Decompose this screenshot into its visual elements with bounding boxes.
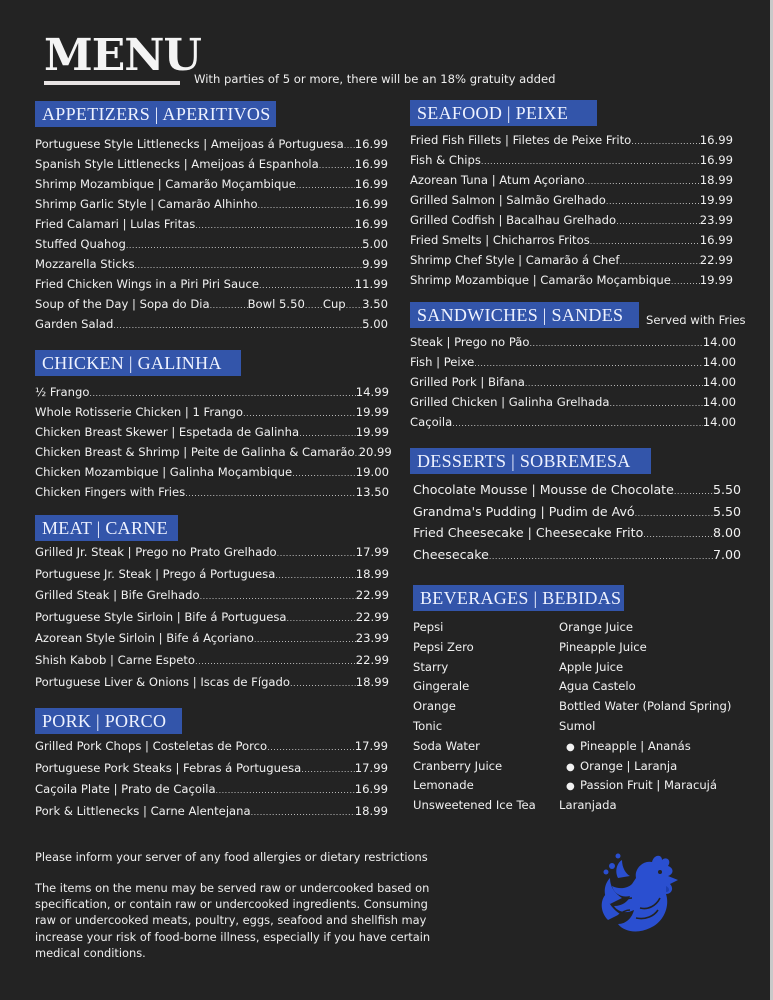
menu-item-name: Chocolate Mousse | Mousse de Chocolate — [413, 482, 674, 497]
menu-item-price: 16.99 — [354, 177, 388, 191]
leader-dots — [210, 301, 248, 310]
menu-item-price: 5.00 — [362, 317, 388, 331]
beverage-subitem: ● Orange | Laranja — [566, 758, 678, 773]
menu-item — [413, 547, 741, 569]
menu-item-name: Grilled Salmon | Salmão Grelhado — [410, 193, 606, 207]
leader-dots — [185, 489, 356, 498]
menu-item — [35, 217, 388, 237]
leader-dots — [299, 429, 356, 438]
menu-item-price: 23.99 — [355, 631, 389, 646]
section-heading-seafood: SEAFOOD | PEIXE — [410, 100, 597, 126]
leader-dots — [635, 509, 713, 518]
leader-dots — [481, 157, 700, 166]
beverage-item: Pineapple Juice — [559, 639, 647, 654]
menu-item-name: Garden Salad — [35, 317, 114, 331]
menu-item — [410, 233, 733, 253]
menu-item-price: 5.50 — [712, 503, 741, 519]
menu-item — [410, 415, 736, 435]
menu-item-name: Chicken Breast Skewer | Espetada de Galinha — [35, 425, 300, 439]
menu-item-name: Shish Kabob | Carne Espeto — [35, 652, 196, 667]
menu-item — [35, 277, 388, 297]
menu-item — [413, 482, 741, 504]
leader-dots — [292, 469, 356, 478]
leader-dots — [301, 765, 355, 774]
beverage-item: Starry — [413, 659, 449, 674]
menu-item-price: 7.00 — [712, 546, 741, 562]
leader-dots — [216, 786, 355, 795]
menu-item-name: ½ Frango — [35, 385, 90, 399]
menu-item-name: Fried Fish Fillets | Filetes de Peixe Frito — [410, 133, 632, 147]
beverage-item: Pepsi — [413, 620, 444, 634]
leader-dots — [346, 301, 363, 310]
desserts-list — [413, 482, 741, 568]
menu-item-name: Grandma's Pudding | Pudim de Avó — [413, 503, 635, 519]
menu-item — [35, 405, 389, 425]
menu-item-name: Steak | Prego no Pão — [410, 335, 530, 349]
menu-item-name: Portuguese Pork Steaks | Febras á Portuguesa — [35, 760, 302, 775]
menu-item-name: Whole Rotisserie Chicken | 1 Frango — [35, 405, 244, 419]
menu-item-name: Caçoila Plate | Prato de Caçoila — [35, 782, 216, 797]
leader-dots — [267, 743, 355, 752]
menu-item-name: Shrimp Chef Style | Camarão á Chef — [410, 253, 620, 267]
menu-item-name: Grilled Chicken | Galinha Grelhada — [410, 395, 610, 409]
menu-item-price: 22.99 — [355, 588, 389, 603]
menu-item-name: Grilled Steak | Bife Grelhado — [35, 588, 200, 603]
menu-item-name: Shrimp Mozambique | Camarão Moçambique — [410, 273, 671, 287]
menu-item — [35, 804, 388, 826]
menu-item-price: 14.99 — [355, 385, 389, 399]
menu-item-name: Grilled Pork Chops | Costeletas de Porco — [35, 739, 268, 753]
menu-item-price: 16.99 — [354, 782, 388, 797]
menu-item-price: 3.50 — [362, 297, 388, 311]
leader-dots — [674, 487, 713, 496]
leader-dots — [243, 409, 356, 418]
beverages-column-2 — [559, 620, 731, 818]
menu-item-name: Grilled Jr. Steak | Prego no Prato Grelhado — [35, 545, 277, 559]
title-underline — [44, 81, 180, 85]
page-title: MENU — [44, 30, 201, 81]
menu-item — [410, 153, 733, 173]
menu-item-name: Portuguese Style Sirloin | Bife á Portuguesa — [35, 609, 287, 624]
menu-item — [35, 588, 389, 610]
leader-dots — [474, 359, 703, 368]
menu-item-price: 17.99 — [354, 760, 388, 775]
menu-item-price: 16.99 — [354, 157, 388, 171]
menu-item — [410, 193, 733, 213]
pork-list — [35, 739, 388, 825]
menu-item-price: 18.99 — [699, 173, 733, 187]
menu-item — [35, 610, 389, 632]
menu-item-name: Portuguese Liver & Onions | Iscas de Fígado — [35, 674, 290, 689]
leader-dots — [489, 552, 713, 561]
leader-dots — [619, 257, 699, 266]
menu-item-price: 18.99 — [354, 803, 388, 818]
menu-item-name: Fried Chicken Wings in a Piri Piri Sauce — [35, 277, 259, 291]
leader-dots — [609, 399, 702, 408]
beverage-item: Orange Juice — [559, 620, 634, 634]
menu-item — [35, 425, 389, 445]
leader-dots — [254, 635, 356, 644]
leader-dots — [590, 237, 700, 246]
menu-item-price: 16.99 — [354, 197, 388, 211]
appetizers-list — [35, 137, 388, 337]
menu-item-name: Fried Cheesecake | Cheesecake Frito — [413, 525, 644, 541]
beverage-item: Pepsi Zero — [413, 639, 474, 654]
bullet-icon: ● — [566, 781, 575, 793]
leader-dots — [585, 177, 700, 186]
menu-item-price: 18.99 — [355, 674, 389, 689]
menu-item-name: Fish | Peixe — [410, 355, 475, 369]
menu-item-price: 22.99 — [699, 253, 733, 267]
menu-item-cup-label: Cup — [322, 297, 346, 311]
section-heading-appetizers: APPETIZERS | APERITIVOS — [35, 101, 276, 127]
menu-item-price: 19.99 — [355, 425, 389, 439]
menu-item — [35, 237, 388, 257]
menu-item-price: 22.99 — [355, 609, 389, 624]
menu-item — [35, 739, 388, 761]
leader-dots — [195, 221, 354, 230]
leader-dots — [275, 571, 355, 580]
menu-item-price: 19.00 — [355, 465, 389, 479]
menu-item-price: 16.99 — [354, 217, 388, 231]
menu-item-price: 5.00 — [362, 237, 388, 251]
menu-item-price: 23.99 — [699, 213, 733, 227]
chicken-list — [35, 385, 392, 505]
gratuity-note: With parties of 5 or more, there will be an 18% gratuity added — [194, 72, 556, 86]
menu-item — [35, 545, 389, 567]
leader-dots — [452, 419, 703, 428]
leader-dots — [631, 137, 700, 146]
menu-item-name: Portuguese Style Littlenecks | Ameijoas á Portuguesa — [35, 137, 344, 151]
menu-item-name: Soup of the Day | Sopa do Dia — [35, 297, 210, 311]
menu-item-price: 17.99 — [355, 545, 389, 559]
menu-item-price: 13.50 — [355, 485, 389, 499]
menu-item — [410, 133, 733, 153]
menu-item-name: Spanish Style Littlenecks | Ameijoas á Espanhola — [35, 157, 319, 171]
leader-dots — [606, 197, 700, 206]
rooster-logo-icon — [596, 848, 686, 936]
leader-dots — [89, 389, 355, 398]
menu-item — [35, 653, 389, 675]
menu-item — [410, 395, 736, 415]
menu-item-bowl-price: Bowl 5.50 — [247, 297, 305, 311]
leader-dots — [616, 217, 700, 226]
menu-item — [410, 273, 733, 293]
menu-item — [35, 197, 388, 217]
sandwiches-list — [410, 335, 736, 435]
menu-item-name: Chicken Breast & Shrimp | Peite de Galinha & Camarão — [35, 445, 355, 459]
menu-item-name: Pork & Littlenecks | Carne Alentejana — [35, 803, 251, 818]
leader-dots — [259, 281, 355, 290]
menu-item-price: 22.99 — [355, 652, 389, 667]
leader-dots — [277, 549, 356, 558]
raw-food-warning: The items on the menu may be served raw or undercooked based on specification, or contain raw or undercooked ingredients. Consuming raw or undercooked meats, poultry, eggs, seafood and shellfish may increase your risk of food-borne illness, especially if you have certain medical conditions. — [35, 881, 431, 960]
beverage-item: Soda Water — [413, 738, 480, 753]
beverage-item: Apple Juice — [559, 659, 624, 674]
menu-item — [35, 567, 389, 589]
menu-item — [35, 137, 388, 157]
menu-item — [35, 631, 389, 653]
beverage-subitem: ● Pineapple | Ananás — [566, 738, 691, 753]
menu-item-name: Fried Smelts | Chicharros Fritos — [410, 233, 590, 247]
leader-dots — [290, 679, 356, 688]
leader-dots — [530, 339, 703, 348]
menu-item-price: 19.99 — [355, 405, 389, 419]
menu-item — [410, 213, 733, 233]
menu-item-price: 14.00 — [702, 375, 736, 389]
menu-item-name: Fried Calamari | Lulas Fritas — [35, 217, 196, 231]
beverage-item: Bottled Water (Poland Spring) — [559, 699, 732, 714]
leader-dots — [643, 530, 713, 539]
beverage-item: Lemonade — [413, 778, 474, 793]
menu-item — [35, 761, 388, 783]
menu-item-name: Portuguese Jr. Steak | Prego á Portuguesa — [35, 566, 276, 581]
menu-item-name: Shrimp Garlic Style | Camarão Alhinho — [35, 197, 258, 211]
section-heading-meat: MEAT | CARNE — [35, 515, 178, 541]
menu-item-price: 19.99 — [699, 193, 733, 207]
leader-dots — [344, 141, 355, 150]
menu-item-name: Grilled Pork | Bifana — [410, 375, 525, 389]
menu-item-price: 14.00 — [702, 355, 736, 369]
menu-item-price: 11.99 — [354, 277, 388, 291]
section-heading-chicken: CHICKEN | GALINHA — [35, 350, 241, 376]
menu-item-name: Chicken Fingers with Fries — [35, 485, 186, 499]
menu-item-price: 16.99 — [699, 233, 733, 247]
menu-item — [410, 375, 736, 395]
sandwiches-served-with-fries: Served with Fries — [646, 313, 746, 327]
meat-list — [35, 545, 389, 695]
menu-item — [35, 445, 392, 465]
menu-item — [410, 173, 733, 193]
menu-item — [410, 355, 736, 375]
section-heading-pork: PORK | PORCO — [35, 708, 182, 734]
menu-item — [35, 465, 389, 485]
menu-item-name: Azorean Tuna | Atum Açoriano — [410, 173, 585, 187]
menu-item-name: Stuffed Quahog — [35, 237, 126, 251]
menu-item — [35, 177, 388, 197]
menu-item-price: 16.99 — [699, 153, 733, 167]
allergy-note: Please inform your server of any food allergies or dietary restrictions — [35, 850, 428, 864]
menu-item-name: Chicken Mozambique | Galinha Moçambique — [35, 465, 293, 479]
menu-item-price: 9.99 — [362, 257, 388, 271]
menu-item-name: Grilled Codfish | Bacalhau Grelhado — [410, 213, 617, 227]
beverage-item: Gingerale — [413, 679, 470, 694]
menu-item — [35, 485, 389, 505]
leader-dots — [287, 614, 356, 623]
menu-item-price: 16.99 — [354, 137, 388, 151]
menu-item — [35, 385, 389, 405]
seafood-list — [410, 133, 733, 293]
menu-item-price: 17.99 — [354, 739, 388, 753]
menu-item — [35, 675, 389, 697]
menu-item-name: Mozzarella Sticks — [35, 257, 135, 271]
beverage-item: Cranberry Juice — [413, 758, 503, 773]
leader-dots — [126, 241, 362, 250]
menu-item-price: 16.99 — [699, 133, 733, 147]
menu-item-price: 14.00 — [702, 335, 736, 349]
leader-dots — [195, 657, 356, 666]
menu-item-price: 19.99 — [699, 273, 733, 287]
menu-item-price: 14.00 — [702, 395, 736, 409]
menu-item — [35, 157, 388, 177]
menu-item-price: 18.99 — [355, 566, 389, 581]
menu-item-price: 5.50 — [712, 482, 741, 497]
leader-dots — [258, 201, 355, 210]
menu-item — [413, 504, 741, 526]
beverage-item: Unsweetened Ice Tea — [413, 798, 536, 813]
beverages-column-1 — [413, 620, 536, 818]
beverage-subitem: ● Passion Fruit | Maracujá — [566, 778, 718, 793]
beverage-item: Agua Castelo — [559, 679, 636, 694]
section-heading-beverages: BEVERAGES | BEBIDAS — [413, 585, 624, 611]
menu-item-name: Cheesecake — [413, 546, 489, 562]
leader-dots — [671, 277, 700, 286]
beverage-item: Laranjada — [559, 798, 617, 813]
beverage-item: Orange — [413, 699, 456, 714]
section-heading-sandwiches: SANDWICHES | SANDES — [410, 302, 639, 328]
bullet-icon: ● — [566, 761, 575, 773]
leader-dots — [525, 379, 703, 388]
menu-item-price: 8.00 — [712, 525, 741, 541]
beverage-item: Sumol — [559, 718, 596, 733]
section-heading-desserts: DESSERTS | SOBREMESA — [410, 448, 651, 474]
menu-item — [413, 525, 741, 547]
menu-item-price: 14.00 — [702, 415, 736, 429]
menu-item — [410, 253, 733, 273]
leader-dots — [113, 321, 362, 330]
menu-item — [35, 317, 388, 337]
beverage-item: Tonic — [413, 718, 443, 733]
menu-item — [35, 782, 388, 804]
menu-item — [410, 335, 736, 355]
menu-item-price: 20.99 — [358, 445, 392, 459]
menu-item-name: Azorean Style Sirloin | Bife á Açoriano — [35, 631, 254, 646]
leader-dots — [319, 161, 355, 170]
menu-item — [35, 257, 388, 277]
menu-item-name: Fish & Chips — [410, 153, 481, 167]
leader-dots — [135, 261, 363, 270]
leader-dots — [251, 808, 355, 817]
menu-item-name: Caçoila — [410, 415, 453, 429]
menu-item-name: Shrimp Mozambique | Camarão Moçambique — [35, 177, 296, 191]
menu-item — [35, 297, 388, 317]
bullet-icon: ● — [566, 741, 575, 753]
leader-dots — [296, 181, 355, 190]
leader-dots — [200, 592, 356, 601]
leader-dots — [305, 301, 323, 310]
